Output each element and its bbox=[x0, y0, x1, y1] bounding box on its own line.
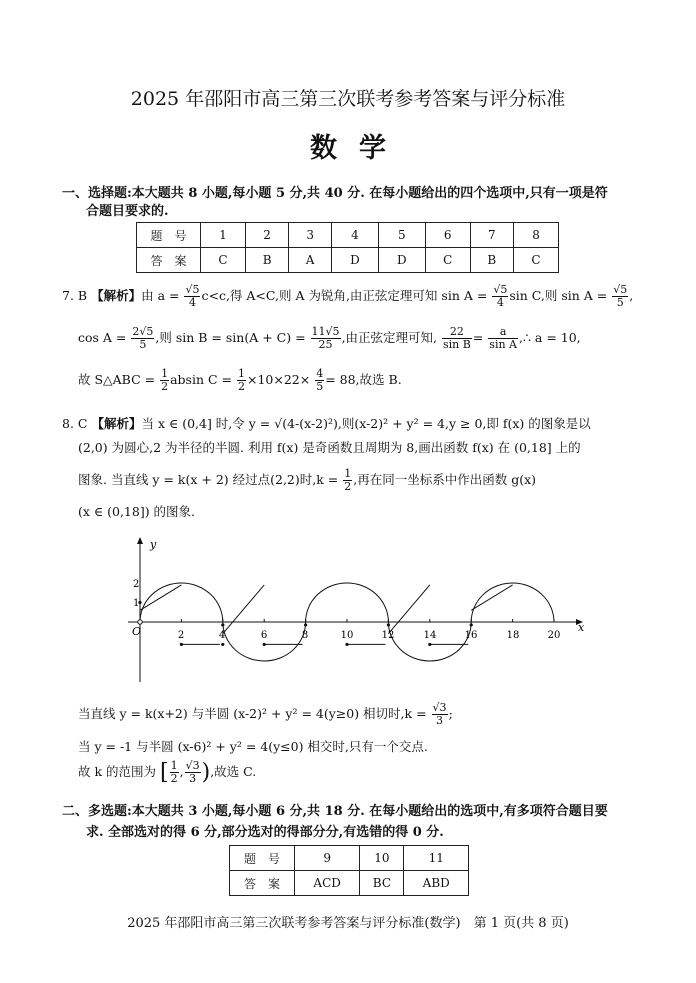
x-tick-label: 12 bbox=[381, 630, 395, 641]
table-cell: 8 bbox=[514, 223, 559, 248]
q7-text: c<c,得 A<C,则 A 为锐角,由正弦定理可知 sin A = bbox=[201, 288, 488, 303]
q8-line2: (2,0) 为圆心,2 为半径的半圆. 利用 f(x) 是奇函数且周期为 8,画出函数 f(x) 在 (0,18] 上的 bbox=[78, 440, 581, 455]
fraction bbox=[432, 702, 448, 727]
q7-text: ,则 sin B = sin(A + C) = bbox=[155, 330, 306, 345]
section1-heading-line2: 合题目要求的. bbox=[86, 204, 169, 219]
q8-tag: 【解析】 bbox=[91, 416, 142, 431]
x-tick-label: 10 bbox=[340, 630, 354, 641]
table-cell: 6 bbox=[425, 223, 470, 248]
q8-text: ,再在同一坐标系中作出函数 g(x) bbox=[353, 472, 537, 487]
q7-text: 由 a = bbox=[141, 288, 180, 303]
q7-text: ,由正弦定理可知, bbox=[341, 330, 438, 345]
numerator: √5 bbox=[613, 283, 628, 296]
table-cell: BC bbox=[360, 871, 404, 896]
table-cell: 9 bbox=[295, 846, 360, 871]
table-cell: 1 bbox=[201, 223, 246, 248]
denominator: 25 bbox=[318, 338, 333, 351]
numerator: 1 bbox=[237, 367, 245, 380]
x-tick-label: 2 bbox=[177, 630, 185, 641]
line-segment bbox=[223, 585, 264, 634]
fraction bbox=[237, 368, 246, 393]
endpoint-dot bbox=[387, 623, 390, 626]
numerator: √5 bbox=[185, 283, 200, 296]
q8-text: 当直线 y = k(x+2) 与半圆 (x-2)² + y² = 4(y≥0) 相切时,k = bbox=[78, 706, 427, 721]
line-segment bbox=[388, 585, 429, 634]
q8-line1 bbox=[62, 414, 591, 432]
x-axis-label: x bbox=[578, 621, 585, 634]
table-cell: B bbox=[470, 248, 513, 273]
table-cell: 7 bbox=[470, 223, 513, 248]
fraction bbox=[488, 326, 518, 351]
q8-text: , bbox=[179, 764, 184, 779]
q8-number: 8. C bbox=[62, 416, 88, 431]
table-row bbox=[137, 223, 559, 248]
answer-table-1 bbox=[136, 222, 559, 273]
right-paren: ) bbox=[201, 760, 211, 785]
denominator: 2 bbox=[161, 380, 169, 393]
y-tick-label: 2 bbox=[133, 579, 140, 590]
x-tick-label: 20 bbox=[547, 630, 561, 641]
numerator: √3 bbox=[185, 759, 200, 772]
table-row bbox=[230, 846, 469, 871]
numerator: a bbox=[488, 326, 518, 339]
line-segment bbox=[471, 585, 512, 610]
q8-line3 bbox=[78, 468, 536, 493]
numerator: √3 bbox=[432, 701, 447, 714]
fraction bbox=[131, 326, 154, 351]
q8-text: ; bbox=[448, 706, 453, 721]
q8-line7 bbox=[78, 760, 256, 785]
table-cell: 4 bbox=[331, 223, 378, 248]
fraction bbox=[612, 284, 628, 309]
table-cell: ABD bbox=[404, 871, 469, 896]
q8-line5 bbox=[78, 702, 453, 727]
semicircle-arc bbox=[306, 583, 389, 622]
table-cell: C bbox=[514, 248, 559, 273]
table-cell: 10 bbox=[360, 846, 404, 871]
x-tick-label: 4 bbox=[218, 630, 226, 641]
q8-text: 故 k 的范围为 bbox=[78, 764, 157, 779]
q7-text: ×10×22× bbox=[246, 372, 311, 387]
x-tick-label: 16 bbox=[464, 630, 478, 641]
endpoint-dot bbox=[470, 623, 473, 626]
section1-heading-line1: 一、选择题:本大题共 8 小题,每小题 5 分,共 40 分. 在每小题给出的四个选项中,只有一项是符 bbox=[62, 186, 608, 201]
endpoint-dot bbox=[263, 643, 266, 646]
q8-line6: 当 y = -1 与半圆 (x-6)² + y² = 4(y≤0) 相交时,只有一个交点. bbox=[78, 739, 428, 754]
table-cell: 3 bbox=[289, 223, 332, 248]
denominator: sin A bbox=[489, 338, 517, 351]
x-tick-label: 6 bbox=[260, 630, 268, 641]
q7-line3 bbox=[78, 368, 402, 393]
fraction bbox=[185, 760, 201, 785]
table-cell: 11 bbox=[404, 846, 469, 871]
fraction bbox=[315, 368, 324, 393]
q8-text: 图象. 当直线 y = k(x + 2) 经过点(2,2)时,k = bbox=[78, 472, 339, 487]
table-cell: D bbox=[378, 248, 425, 273]
table-header-cell: 题 号 bbox=[137, 223, 201, 248]
line-segment bbox=[140, 585, 181, 610]
table-header-cell: 答 案 bbox=[137, 248, 201, 273]
numerator: 1 bbox=[161, 367, 169, 380]
denominator: 2 bbox=[237, 380, 245, 393]
numerator: √5 bbox=[493, 283, 508, 296]
origin-label: O bbox=[132, 625, 142, 638]
table-row bbox=[230, 871, 469, 896]
table-cell: 5 bbox=[378, 223, 425, 248]
y-axis-label: y bbox=[150, 538, 157, 551]
table-header-cell: 题 号 bbox=[230, 846, 295, 871]
table-cell: B bbox=[245, 248, 288, 273]
y-axis-arrow bbox=[137, 537, 143, 544]
table-cell: ACD bbox=[295, 871, 360, 896]
answer-table-2 bbox=[229, 845, 469, 896]
table-cell: C bbox=[425, 248, 470, 273]
denominator: 5 bbox=[139, 338, 147, 351]
fraction bbox=[160, 368, 169, 393]
section2-heading-line1: 二、多选题:本大题共 3 小题,每小题 6 分,共 18 分. 在每小题给出的选项中,有多项符合题目要 bbox=[62, 804, 608, 819]
denominator: 2 bbox=[170, 772, 178, 785]
x-tick-label: 8 bbox=[301, 630, 309, 641]
fraction bbox=[442, 326, 472, 351]
numerator: 4 bbox=[316, 367, 324, 380]
endpoint-dot bbox=[221, 623, 224, 626]
denominator: 2 bbox=[344, 480, 352, 493]
q7-text: cos A = bbox=[78, 330, 127, 345]
function-graph bbox=[110, 534, 590, 684]
page-footer: 2025 年邵阳市高三第三次联考参考答案与评分标准(数学) 第 1 页(共 8 页) bbox=[127, 916, 569, 931]
table-header-cell: 答 案 bbox=[230, 871, 295, 896]
denominator: sin B bbox=[443, 338, 471, 351]
graph-layer bbox=[128, 537, 583, 682]
x-tick-label: 18 bbox=[506, 630, 520, 641]
q7-text: = 88,故选 B. bbox=[325, 372, 402, 387]
fraction bbox=[343, 468, 352, 493]
q8-line4: (x ∈ (0,18]) 的图象. bbox=[78, 504, 196, 519]
table-row bbox=[137, 248, 559, 273]
denominator: 3 bbox=[436, 714, 444, 727]
q7-text: sin C,则 sin A = bbox=[509, 288, 608, 303]
numerator: 1 bbox=[344, 467, 352, 480]
denominator: 4 bbox=[188, 296, 196, 309]
semicircle-arc bbox=[223, 622, 309, 661]
x-tick-label: 14 bbox=[423, 630, 437, 641]
denominator: 5 bbox=[316, 380, 324, 393]
origin-hollow-dot bbox=[138, 620, 142, 624]
denominator: 4 bbox=[496, 296, 504, 309]
fraction bbox=[492, 284, 508, 309]
q7-text: ,∴ a = 10, bbox=[519, 330, 581, 345]
q8-text: ,故选 C. bbox=[210, 764, 257, 779]
numerator: 2√5 bbox=[132, 325, 154, 338]
endpoint-dot bbox=[304, 623, 307, 626]
q7-line2 bbox=[78, 326, 581, 351]
fraction bbox=[311, 326, 341, 351]
endpoint-dot bbox=[180, 643, 183, 646]
subject-title: 数学 bbox=[310, 133, 408, 164]
endpoint-dot bbox=[428, 643, 431, 646]
numerator: 11√5 bbox=[311, 325, 340, 338]
table-cell: A bbox=[289, 248, 332, 273]
q7-text: , bbox=[629, 288, 634, 303]
semicircle-arc bbox=[388, 622, 471, 661]
table-cell: 2 bbox=[245, 223, 288, 248]
numerator: 1 bbox=[170, 759, 178, 772]
y-tick-label: 1 bbox=[133, 598, 140, 609]
section2-heading-line2: 求. 全部选对的得 6 分,部分选对的得部分分,有选错的得 0 分. bbox=[86, 825, 444, 840]
endpoint-dot bbox=[221, 643, 224, 646]
q7-text: = bbox=[472, 330, 484, 345]
table-cell: C bbox=[201, 248, 246, 273]
left-bracket: [ bbox=[160, 760, 169, 785]
document-title: 2025 年邵阳市高三第三次联考参考答案与评分标准 bbox=[130, 88, 566, 110]
numerator: 22 bbox=[442, 326, 472, 339]
q7-tag: 【解析】 bbox=[91, 288, 142, 303]
fraction bbox=[184, 284, 200, 309]
denominator: 5 bbox=[616, 296, 624, 309]
endpoint-dot bbox=[345, 643, 348, 646]
q7-text: absin C = bbox=[170, 372, 232, 387]
fraction bbox=[170, 760, 179, 785]
q7-number: 7. B bbox=[62, 288, 88, 303]
q7-line1 bbox=[62, 284, 633, 309]
q7-text: 故 S△ABC = bbox=[78, 372, 156, 387]
denominator: 3 bbox=[189, 772, 197, 785]
q8-text: 当 x ∈ (0,4] 时,令 y = √(4-(x-2)²),则(x-2)² + y² = 4,y ≥ 0,即 f(x) 的图象是以 bbox=[141, 416, 591, 431]
table-cell: D bbox=[331, 248, 378, 273]
